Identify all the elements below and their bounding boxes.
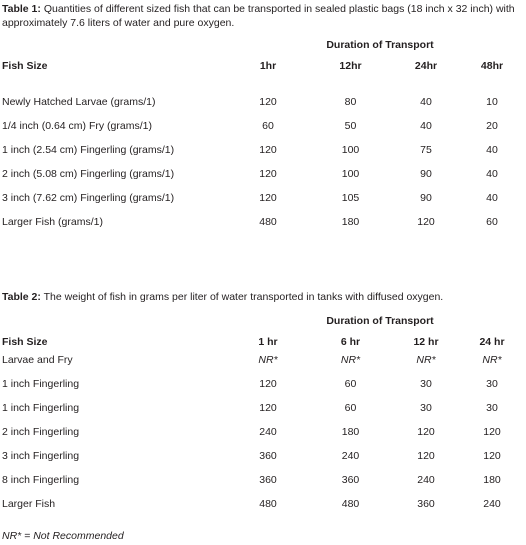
table-row bbox=[2, 90, 522, 114]
table-cell: 1 inch Fingerling bbox=[2, 378, 80, 390]
table-cell: 120 bbox=[483, 426, 501, 438]
table-cell: Larvae and Fry bbox=[2, 354, 73, 366]
table-cell: 40 bbox=[486, 168, 498, 180]
table-cell: NR* bbox=[482, 354, 502, 366]
table2-caption-label: Table 2: bbox=[2, 291, 41, 303]
table-cell: 30 bbox=[420, 378, 432, 390]
table1-header-48hr: 48hr bbox=[480, 60, 504, 72]
table-cell: 60 bbox=[486, 216, 498, 228]
table2-header-24hr: 24 hr bbox=[479, 336, 505, 348]
table2-caption-text: The weight of fish in grams per liter of water transported in tanks with diffused oxygen. bbox=[40, 291, 444, 303]
table-cell: 75 bbox=[420, 144, 432, 156]
table1-caption-label: Table 1: bbox=[2, 3, 41, 15]
table-cell: 240 bbox=[417, 474, 435, 486]
table-cell: 120 bbox=[259, 192, 277, 204]
table-cell: 2 inch (5.08 cm) Fingerling (grams/1) bbox=[2, 168, 175, 180]
table-cell: 90 bbox=[420, 168, 432, 180]
table-cell: 40 bbox=[486, 192, 498, 204]
table-row bbox=[2, 492, 522, 516]
table1-caption-text: Quantities of different sized fish that can be transported in sealed plastic bags (18 inch x 32 inch) with approximately 7.6 liters of water and pure oxygen. bbox=[2, 3, 515, 29]
table1-header-1hr: 1hr bbox=[259, 60, 277, 72]
table-cell: 480 bbox=[259, 498, 277, 510]
table-cell: 40 bbox=[420, 120, 432, 132]
table2-group-header: Duration of Transport bbox=[326, 315, 434, 327]
table-cell: 120 bbox=[259, 168, 277, 180]
table-cell: 40 bbox=[420, 96, 432, 108]
table-cell: 120 bbox=[417, 216, 435, 228]
table-cell: 120 bbox=[417, 450, 435, 462]
table2-header-1hr: 1 hr bbox=[258, 336, 278, 348]
table-cell: 360 bbox=[417, 498, 435, 510]
table1-header-row bbox=[2, 52, 522, 72]
table2-footnote: NR* = Not Recommended bbox=[2, 530, 124, 542]
table-cell: NR* bbox=[416, 354, 436, 366]
table-cell: 180 bbox=[483, 474, 501, 486]
table2 bbox=[2, 328, 522, 516]
table-row bbox=[2, 186, 522, 210]
table-cell: NR* bbox=[340, 354, 361, 366]
table-cell: 100 bbox=[341, 168, 360, 180]
table-cell: NR* bbox=[258, 354, 278, 366]
table2-header-12hr: 12 hr bbox=[413, 336, 439, 348]
table-row bbox=[2, 210, 522, 234]
table-cell: 480 bbox=[259, 216, 277, 228]
table-cell: 120 bbox=[259, 144, 277, 156]
table1-header-24hr: 24hr bbox=[414, 60, 438, 72]
table2-header-row bbox=[2, 328, 522, 348]
table-cell: 120 bbox=[259, 378, 277, 390]
table-row bbox=[2, 138, 522, 162]
table-row bbox=[2, 348, 522, 372]
table-cell: Larger Fish (grams/1) bbox=[2, 216, 103, 228]
table-row bbox=[2, 114, 522, 138]
table-cell: 10 bbox=[486, 96, 498, 108]
table-cell: 8 inch Fingerling bbox=[2, 474, 80, 486]
table-cell: 50 bbox=[344, 120, 357, 132]
table-row bbox=[2, 444, 522, 468]
table-row bbox=[2, 396, 522, 420]
table-cell: 80 bbox=[344, 96, 357, 108]
table-cell: Newly Hatched Larvae (grams/1) bbox=[2, 96, 156, 108]
table-row bbox=[2, 372, 522, 396]
table-cell: 60 bbox=[262, 120, 274, 132]
table-cell: 3 inch Fingerling bbox=[2, 450, 80, 462]
table-row bbox=[2, 468, 522, 492]
table1-header-12hr: 12hr bbox=[339, 60, 362, 72]
table-cell: 60 bbox=[344, 378, 357, 390]
table-row bbox=[2, 162, 522, 186]
table-cell: 105 bbox=[341, 192, 360, 204]
table-cell: 240 bbox=[259, 426, 277, 438]
table-cell: 480 bbox=[341, 498, 360, 510]
table-cell: 1 inch (2.54 cm) Fingerling (grams/1) bbox=[2, 144, 175, 156]
table-cell: 240 bbox=[341, 450, 360, 462]
table1-spacer bbox=[2, 72, 522, 90]
table-cell: 120 bbox=[259, 402, 277, 414]
table2-header-6hr: 6 hr bbox=[340, 336, 361, 348]
table-cell: 360 bbox=[259, 450, 277, 462]
table-cell: 120 bbox=[417, 426, 435, 438]
table-cell: 30 bbox=[420, 402, 432, 414]
table-cell: 180 bbox=[341, 216, 360, 228]
table1 bbox=[2, 52, 522, 234]
table-cell: 2 inch Fingerling bbox=[2, 426, 80, 438]
table-cell: 240 bbox=[483, 498, 501, 510]
table-cell: 1 inch Fingerling bbox=[2, 402, 80, 414]
table-cell: 180 bbox=[341, 426, 360, 438]
table-cell: 30 bbox=[486, 378, 498, 390]
table-cell: 30 bbox=[486, 402, 498, 414]
table-cell: 90 bbox=[420, 192, 432, 204]
table-cell: 360 bbox=[259, 474, 277, 486]
table1-group-header: Duration of Transport bbox=[326, 39, 434, 51]
table-cell: 60 bbox=[344, 402, 357, 414]
table2-header-fish-size: Fish Size bbox=[2, 336, 48, 348]
table-cell: 1/4 inch (0.64 cm) Fry (grams/1) bbox=[2, 120, 152, 132]
table-cell: 40 bbox=[486, 144, 498, 156]
table2-caption bbox=[2, 290, 522, 304]
table-cell: 120 bbox=[259, 96, 277, 108]
table-cell: 360 bbox=[341, 474, 360, 486]
table-cell: 3 inch (7.62 cm) Fingerling (grams/1) bbox=[2, 192, 175, 204]
table-cell: 20 bbox=[486, 120, 498, 132]
table-cell: Larger Fish bbox=[2, 498, 56, 510]
table-row bbox=[2, 420, 522, 444]
table1-header-fish-size: Fish Size bbox=[2, 60, 48, 72]
table-cell: 100 bbox=[341, 144, 360, 156]
table-cell: 120 bbox=[483, 450, 501, 462]
table1-caption bbox=[2, 2, 522, 30]
